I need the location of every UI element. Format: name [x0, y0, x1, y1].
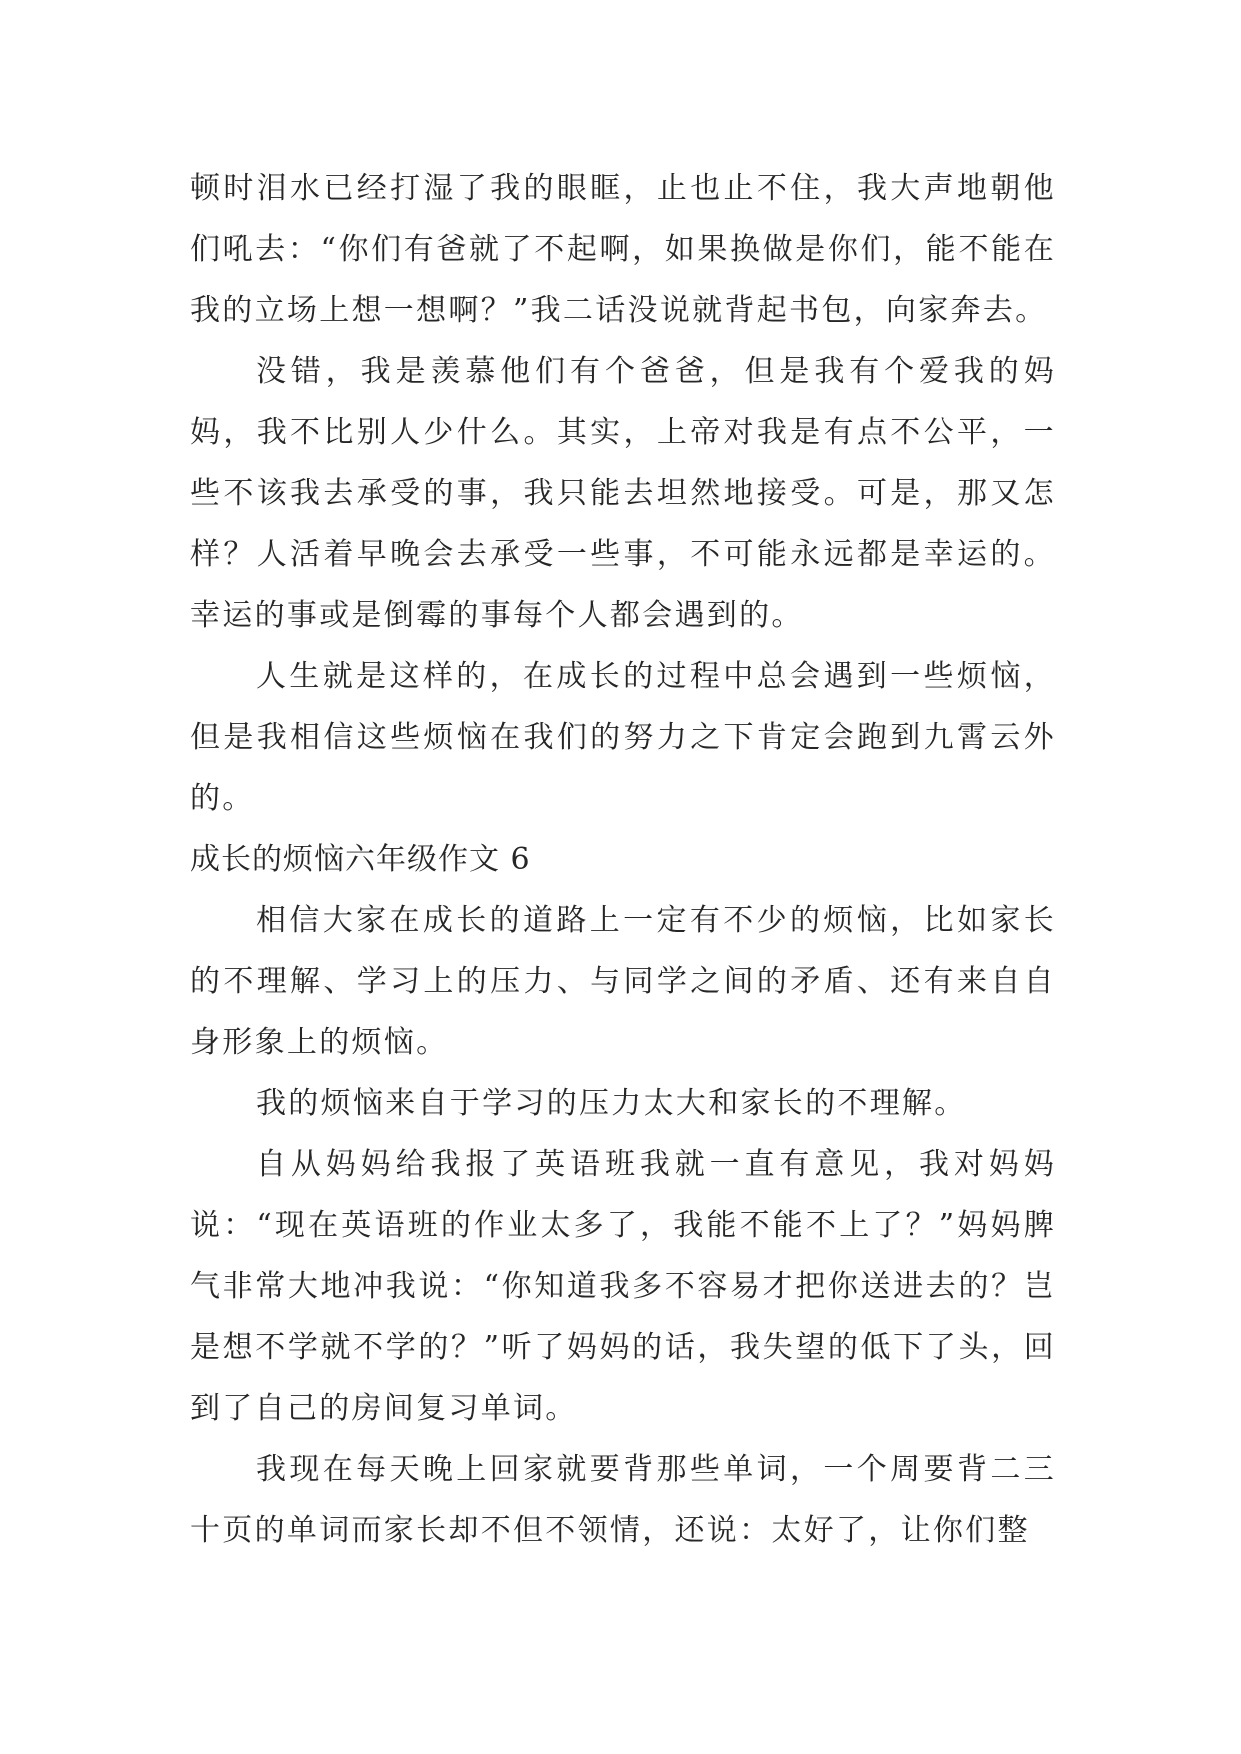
paragraph-7: 我现在每天晚上回家就要背那些单词，一个周要背二三十页的单词而家长却不但不领情，还说：太好了，让你们整 — [190, 1452, 1056, 1548]
paragraph-4: 相信大家在成长的道路上一定有不少的烦恼，比如家长的不理解、学习上的压力、与同学之间的矛盾、还有来自自身形象上的烦恼。 — [190, 903, 1056, 1060]
paragraph-5: 我的烦恼来自于学习的压力太大和家长的不理解。 — [256, 1086, 967, 1121]
essay-title: 成长的烦恼六年级作文 6 — [190, 842, 531, 877]
paragraph-6: 自从妈妈给我报了英语班我就一直有意见，我对妈妈说：“现在英语班的作业太多了，我能不能不上了？”妈妈脾气非常大地冲我说：“你知道我多不容易才把你送进去的？岂是想不学就不学的？”听了妈妈的话，我失望的低下了头，回到了自己的房间复习单词。 — [190, 1147, 1056, 1426]
document-body — [190, 158, 1056, 1561]
paragraph-3: 人生就是这样的，在成长的过程中总会遇到一些烦恼，但是我相信这些烦恼在我们的努力之下肯定会跑到九霄云外的。 — [190, 659, 1056, 816]
paragraph-1: 顿时泪水已经打湿了我的眼眶，止也止不住，我大声地朝他们吼去：“你们有爸就了不起啊，如果换做是你们，能不能在我的立场上想一想啊？”我二话没说就背起书包，向家奔去。 — [190, 171, 1056, 328]
paragraph-2: 没错，我是羡慕他们有个爸爸，但是我有个爱我的妈妈，我不比别人少什么。其实，上帝对我是有点不公平，一些不该我去承受的事，我只能去坦然地接受。可是，那又怎样？人活着早晚会去承受一些事，不可能永远都是幸运的。幸运的事或是倒霉的事每个人都会遇到的。 — [190, 354, 1056, 633]
